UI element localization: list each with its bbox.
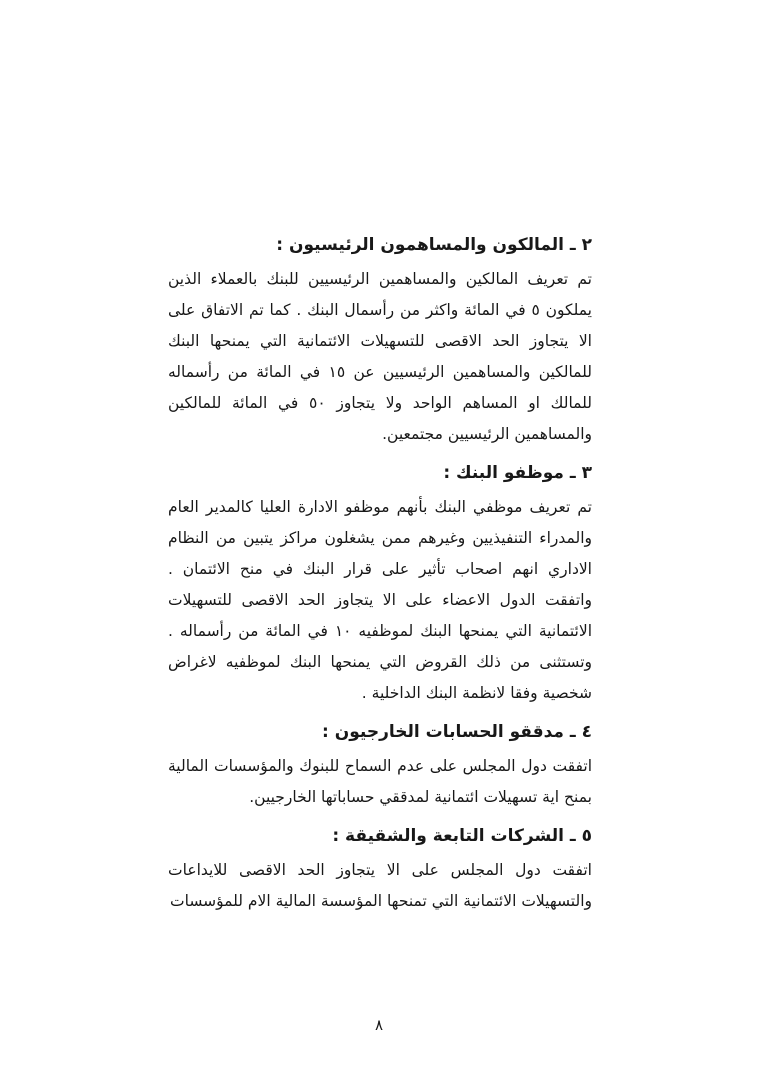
section-body-bank-employees: تم تعريف موظفي البنك بأنهم موظفو الادارة العليا كالمدير العام والمدراء التنفيذيين وغيرهم ممن يشغلون مراكز يتبين من النظام الاداري انهم اصحاب تأثير على قرار البنك في منح الائتمان . واتفقت الدول الاعضاء على الا يتجاوز الحد الاقصى للتسهيلات الائتمانية التي يمنحها البنك لموظفيه ١٠ في المائة من رأسماله . وتستثنى من ذلك القروض التي يمنحها البنك لموظفيه لاغراض شخصية وفقا لانظمة البنك الداخلية .	[168, 498, 592, 702]
section-body-subsidiaries-affiliates: اتفقت دول المجلس على الا يتجاوز الحد الاقصى للايداعات والتسهيلات الائتمانية التي تمنحها المؤسسة المالية الام للمؤسسات	[168, 861, 592, 910]
section-heading-external-auditors: ٤ ـ مدققو الحسابات الخارجيون :	[322, 722, 592, 742]
section-heading-subsidiaries-affiliates: ٥ ـ الشركات التابعة والشقيقة :	[332, 826, 592, 846]
section-body-external-auditors: اتفقت دول المجلس على عدم السماح للبنوك والمؤسسات المالية بمنح اية تسهيلات ائتمانية لمدققي حساباتها الخارجيين.	[168, 757, 592, 806]
section-heading-bank-employees: ٣ ـ موظفو البنك :	[443, 463, 592, 483]
text-block	[168, 232, 592, 921]
section-heading-owners-shareholders: ٢ ـ المالكون والمساهمون الرئيسيون :	[276, 235, 592, 255]
section-body-owners-shareholders: تم تعريف المالكين والمساهمين الرئيسيين للبنك بالعملاء الذين يملكون ٥ في المائة واكثر من رأسمال البنك . كما تم الاتفاق على الا يتجاوز الحد الاقصى للتسهيلات الائتمانية التي يمنحها البنك للمالكين والمساهمين الرئيسيين عن ١٥ في المائة من رأسماله للمالك او المساهم الواحد ولا يتجاوز ٥٠ في المائة للمالكين والمساهمين الرئيسيين مجتمعين.	[168, 270, 592, 443]
page-number: ٨	[374, 1016, 384, 1034]
